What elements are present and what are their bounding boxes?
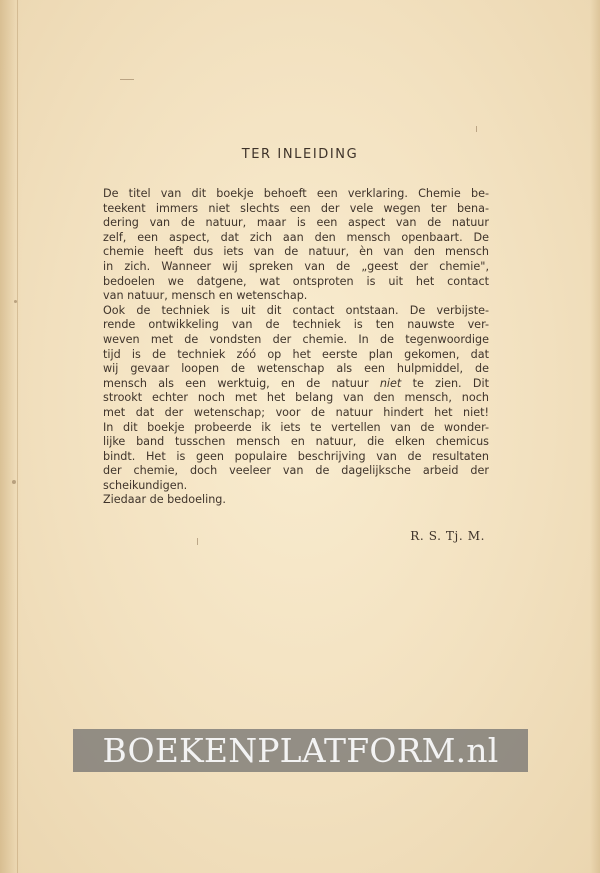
text-line: strookt echter noch met het belang van den mensch, noch <box>103 391 489 405</box>
text-line: bindt. Het is geen populaire beschrijving van de resultaten <box>103 449 489 463</box>
text-line: teekent immers niet slechts een der vele wegen ter bena- <box>103 201 489 215</box>
page-fold-line <box>17 0 18 873</box>
watermark-text: BOEKENPLATFORM.nl <box>102 731 499 770</box>
introduction-text <box>103 187 489 508</box>
text-line: chemie heeft dus iets van de natuur, èn van den mensch <box>103 245 489 259</box>
text-line: lijke band tusschen mensch en natuur, die elken chemicus <box>103 435 489 449</box>
text-segment: mensch als een werktuig, en de natuur <box>103 376 380 390</box>
text-line: Ook de techniek is uit dit contact ontstaan. De verbijste- <box>103 303 489 317</box>
text-line: van natuur, mensch en wetenschap. <box>103 289 308 303</box>
watermark-banner <box>73 729 528 772</box>
text-line: met dat der wetenschap; voor de natuur hindert het niet! <box>103 405 489 419</box>
text-line: bedoelen we datgene, wat ontsproten is uit het contact <box>103 274 489 288</box>
text-line: dering van de natuur, maar is een aspect van de natuur <box>103 216 489 230</box>
text-line: in zich. Wanneer wij spreken van de „geest der chemie", <box>103 259 489 273</box>
text-line: zelf, een aspect, dat zich aan den mensch openbaart. De <box>103 230 489 244</box>
page-right-edge-shadow <box>590 0 600 873</box>
text-line: wij gevaar loopen de wetenschap als een hulpmiddel, de <box>103 362 489 376</box>
page-heading: TER INLEIDING <box>241 147 359 162</box>
text-line: In dit boekje probeerde ik iets te vertellen van de wonder- <box>103 420 489 434</box>
paper-speck <box>12 480 16 484</box>
text-line: Ziedaar de bedoeling. <box>103 493 226 507</box>
text-line: rende ontwikkeling van de techniek is ten nauwste ver- <box>103 318 489 332</box>
page-left-edge-shadow <box>0 0 22 873</box>
paper-speck <box>120 79 134 80</box>
text-line <box>103 377 489 392</box>
paper-speck <box>476 126 477 132</box>
paper-speck <box>14 300 17 303</box>
text-line: weven met de vondsten der chemie. In de tegenwoordige <box>103 332 489 346</box>
author-initials: R. S. Tj. M. <box>410 529 485 543</box>
text-segment: te zien. Dit <box>401 376 489 390</box>
emphasized-word: niet <box>379 376 402 390</box>
text-line: tijd is de techniek zóó op het eerste plan gekomen, dat <box>103 347 489 361</box>
text-line: De titel van dit boekje behoeft een verklaring. Chemie be- <box>103 187 489 200</box>
text-line: der chemie, doch veeleer van de dagelijksche arbeid der <box>103 464 489 478</box>
text-line: scheikundigen. <box>103 478 188 492</box>
